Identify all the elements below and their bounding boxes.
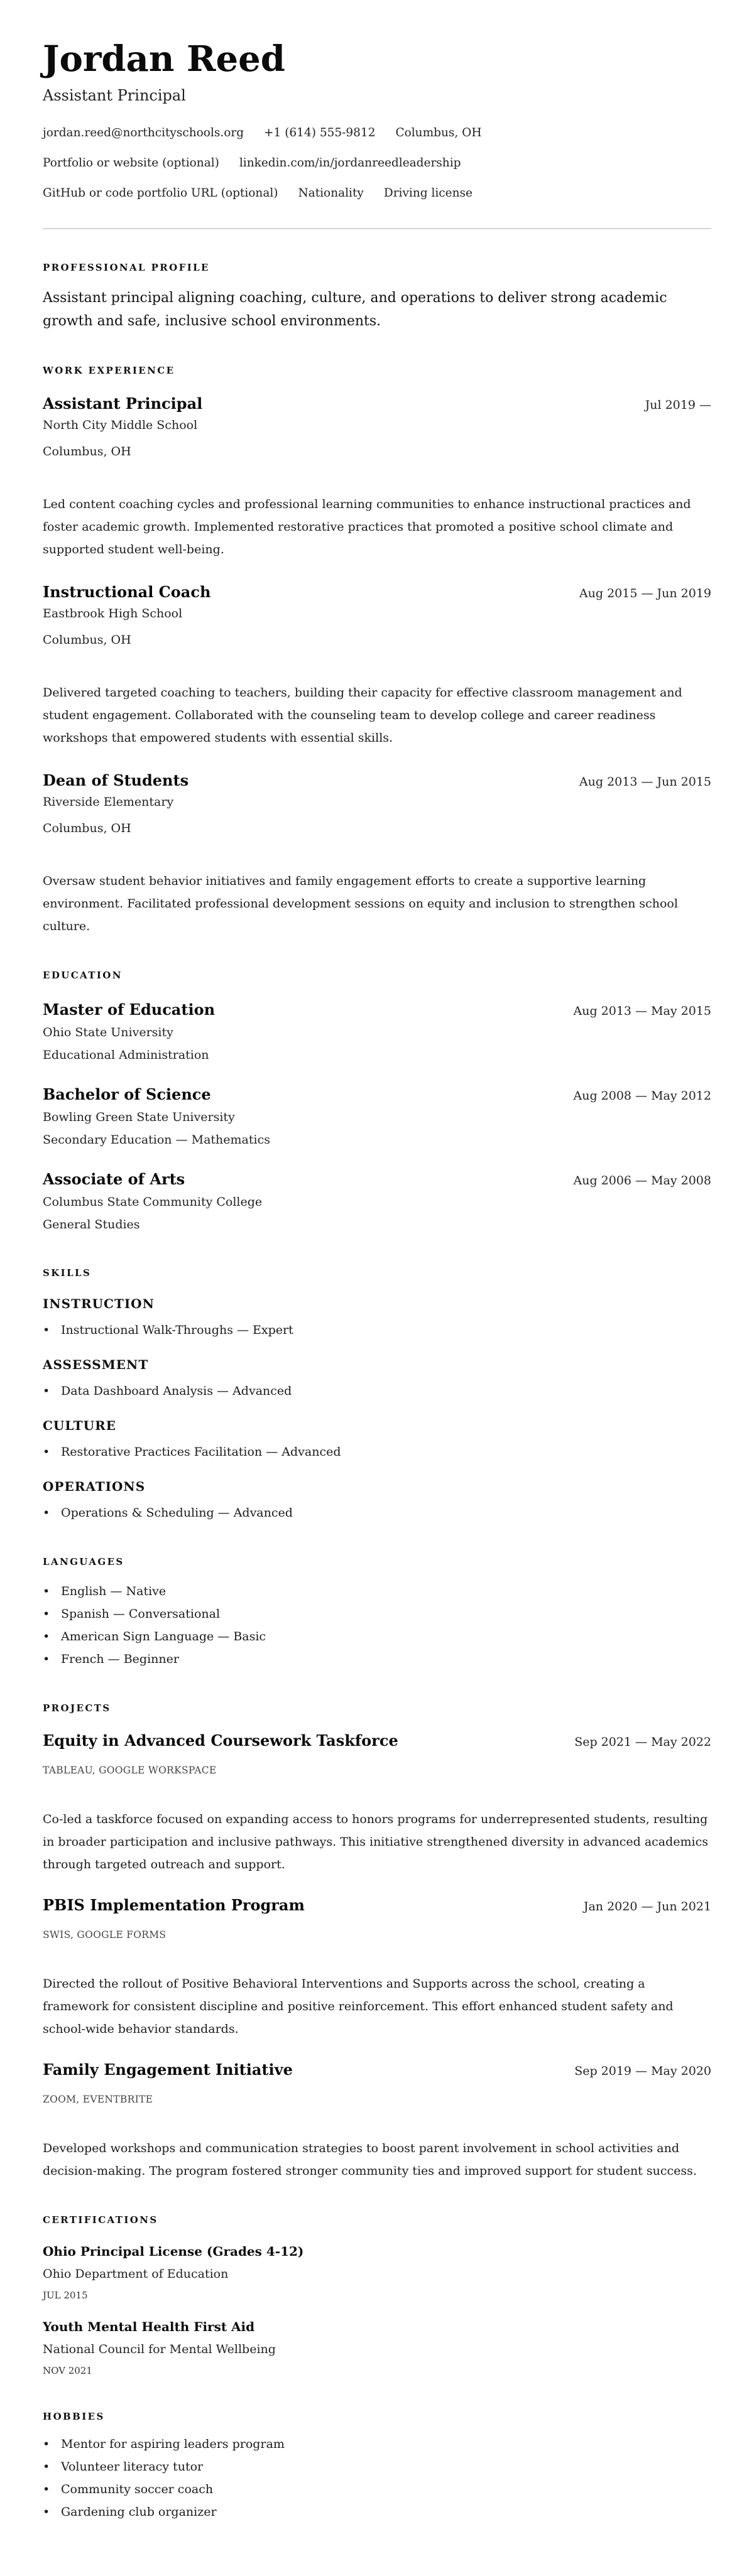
- education-header: [43, 1085, 711, 1105]
- skill-item: • Restorative Practices Facilitation — Advanced: [43, 1441, 711, 1463]
- section-heading: LANGUAGES: [43, 1556, 124, 1567]
- school-name: Columbus State Community College: [43, 1195, 263, 1209]
- projects-section: [43, 1702, 711, 2182]
- hobby-item: • Volunteer literacy tutor: [43, 2455, 711, 2478]
- project-title: Family Engagement Initiative: [43, 2060, 293, 2079]
- job-entry: [43, 582, 711, 749]
- education-entry: [43, 1000, 711, 1066]
- contact-info: [43, 118, 711, 208]
- candidate-title: Assistant Principal: [43, 87, 186, 104]
- language-item: • Spanish — Conversational: [43, 1603, 711, 1625]
- resume: [43, 39, 711, 2523]
- language-list: [43, 1580, 711, 1670]
- skill-item: • Instructional Walk-Throughs — Expert: [43, 1319, 711, 1341]
- contact-item: Driving license: [383, 187, 473, 200]
- project-dates: Jan 2020 — Jun 2021: [583, 1900, 711, 1913]
- education-dates: Aug 2013 — May 2015: [573, 1004, 711, 1018]
- contact-item: Columbus, OH: [395, 126, 482, 139]
- certification-entry: [43, 2242, 711, 2303]
- project-description: Developed workshops and communication strategies to boost parent involvement in school activities and decision-making. The program fostered stronger community ties and improved support for student success.: [43, 2141, 697, 2178]
- section-heading: CERTIFICATIONS: [43, 2214, 158, 2226]
- education-entry: [43, 1170, 711, 1235]
- project-dates: Sep 2021 — May 2022: [574, 1735, 711, 1749]
- skill-group: [43, 1294, 711, 1341]
- job-header: [43, 394, 711, 414]
- education-section: [43, 969, 711, 1235]
- job-description: Led content coaching cycles and professional learning communities to enhance instructional practices and foster academic growth. Implemented restorative practices that promoted a positive school climate and supported student well-being.: [43, 497, 691, 556]
- hobbies-section: [43, 2410, 711, 2523]
- contact-row: [43, 118, 711, 148]
- skill-item: • Data Dashboard Analysis — Advanced: [43, 1380, 711, 1402]
- project-header: [43, 1731, 711, 1751]
- skill-group-title: OPERATIONS: [43, 1479, 146, 1494]
- certification-date: JUL 2015: [43, 2290, 88, 2301]
- education-header: [43, 1000, 711, 1020]
- certification-entry: [43, 2317, 711, 2379]
- education-dates: Aug 2006 — May 2008: [573, 1174, 711, 1188]
- resume-header: [43, 39, 711, 229]
- hobby-item: • Community soccer coach: [43, 2478, 711, 2501]
- field-of-study: Secondary Education — Mathematics: [43, 1133, 270, 1147]
- field-of-study: Educational Administration: [43, 1048, 209, 1062]
- degree: Associate of Arts: [43, 1170, 185, 1188]
- job-dates: Aug 2013 — Jun 2015: [579, 775, 711, 789]
- hobby-item: • Gardening club organizer: [43, 2501, 711, 2523]
- certification-name: Ohio Principal License (Grades 4-12): [43, 2244, 304, 2259]
- job-company: Eastbrook High School: [43, 607, 183, 620]
- certification-date: NOV 2021: [43, 2365, 92, 2376]
- candidate-name: Jordan Reed: [43, 38, 285, 80]
- hobby-list: [43, 2433, 711, 2523]
- job-entry: [43, 771, 711, 938]
- language-item: • American Sign Language — Basic: [43, 1625, 711, 1648]
- skill-list: [43, 1441, 711, 1463]
- job-company: Riverside Elementary: [43, 795, 174, 809]
- job-header: [43, 582, 711, 603]
- education-header: [43, 1170, 711, 1190]
- section-heading: PROFESSIONAL PROFILE: [43, 262, 210, 273]
- hobby-item: • Mentor for aspiring leaders program: [43, 2433, 711, 2455]
- skill-list: [43, 1319, 711, 1341]
- header-divider: [43, 228, 711, 229]
- language-item: • French — Beginner: [43, 1648, 711, 1670]
- skill-group-title: ASSESSMENT: [43, 1357, 149, 1372]
- job-title: Dean of Students: [43, 771, 189, 789]
- job-title: Assistant Principal: [43, 394, 203, 413]
- contact-item: linkedin.com/in/jordanreedleadership: [239, 156, 461, 170]
- job-dates: Jul 2019 —: [645, 398, 711, 412]
- contact-row: [43, 148, 711, 178]
- work-experience-section: [43, 364, 711, 938]
- certification-issuer: National Council for Mental Wellbeing: [43, 2342, 276, 2356]
- education-dates: Aug 2008 — May 2012: [573, 1089, 711, 1103]
- project-description: Directed the rollout of Positive Behavioral Interventions and Supports across the school, creating a framework for consistent discipline and positive reinforcement. This effort enhanced student safety and school-wide behavior standards.: [43, 1977, 674, 2036]
- job-entry: [43, 394, 711, 561]
- skill-group-title: CULTURE: [43, 1418, 116, 1433]
- section-heading: EDUCATION: [43, 970, 123, 981]
- contact-row: [43, 178, 711, 208]
- profile-section: [43, 261, 711, 333]
- project-description: Co-led a taskforce focused on expanding access to honors programs for underrepresented students, resulting in broader participation and inclusive pathways. This initiative strengthened diversity in advanced academics through targeted outreach and support.: [43, 1812, 709, 1871]
- skill-group-title: INSTRUCTION: [43, 1296, 155, 1311]
- certification-issuer: Ohio Department of Education: [43, 2267, 229, 2281]
- contact-item: Nationality: [298, 187, 364, 200]
- job-description: Oversaw student behavior initiatives and family engagement efforts to create a supportive learning environment. Facilitated professional development sessions on equity and inclusion to strengthen school culture.: [43, 874, 678, 933]
- project-entry: [43, 1896, 711, 2040]
- skill-item: • Operations & Scheduling — Advanced: [43, 1502, 711, 1524]
- contact-item: Portfolio or website (optional): [43, 156, 219, 170]
- job-header: [43, 771, 711, 791]
- profile-summary: Assistant principal aligning coaching, culture, and operations to deliver strong academic growth and safe, inclusive school environments.: [43, 290, 667, 329]
- certifications-section: [43, 2214, 711, 2379]
- section-heading: SKILLS: [43, 1267, 92, 1279]
- contact-item: +1 (614) 555-9812: [264, 126, 376, 139]
- job-company: North City Middle School: [43, 418, 198, 432]
- job-location: Columbus, OH: [43, 445, 131, 458]
- degree: Bachelor of Science: [43, 1085, 211, 1103]
- section-heading: HOBBIES: [43, 2411, 105, 2422]
- job-location: Columbus, OH: [43, 821, 131, 835]
- skills-section: [43, 1267, 711, 1524]
- contact-item: GitHub or code portfolio URL (optional): [43, 187, 278, 200]
- job-dates: Aug 2015 — Jun 2019: [579, 587, 711, 600]
- job-description: Delivered targeted coaching to teachers, building their capacity for effective classroom management and student engagement. Collaborated with the counseling team to develop college and career readiness workshops that empowered students with essential skills.: [43, 686, 682, 745]
- skill-group: [43, 1416, 711, 1463]
- skill-list: [43, 1380, 711, 1402]
- skill-group: [43, 1477, 711, 1524]
- school-name: Ohio State University: [43, 1026, 173, 1039]
- section-heading: WORK EXPERIENCE: [43, 365, 175, 376]
- skill-group: [43, 1355, 711, 1402]
- skill-list: [43, 1502, 711, 1524]
- languages-section: [43, 1556, 711, 1670]
- section-heading: PROJECTS: [43, 1702, 111, 1714]
- project-title: Equity in Advanced Coursework Taskforce: [43, 1731, 398, 1750]
- field-of-study: General Studies: [43, 1218, 140, 1231]
- project-entry: [43, 2060, 711, 2182]
- job-title: Instructional Coach: [43, 583, 211, 601]
- project-technologies: ZOOM, EVENTBRITE: [43, 2094, 153, 2105]
- project-technologies: SWIS, GOOGLE FORMS: [43, 1929, 167, 1940]
- project-technologies: TABLEAU, GOOGLE WORKSPACE: [43, 1765, 217, 1776]
- contact-item: jordan.reed@northcityschools.org: [43, 126, 244, 139]
- degree: Master of Education: [43, 1000, 216, 1019]
- project-title: PBIS Implementation Program: [43, 1896, 305, 1914]
- project-header: [43, 1896, 711, 1916]
- job-location: Columbus, OH: [43, 633, 131, 647]
- project-header: [43, 2060, 711, 2081]
- language-item: • English — Native: [43, 1580, 711, 1603]
- education-entry: [43, 1085, 711, 1150]
- project-dates: Sep 2019 — May 2020: [574, 2064, 711, 2078]
- school-name: Bowling Green State University: [43, 1110, 235, 1124]
- project-entry: [43, 1731, 711, 1876]
- certification-name: Youth Mental Health First Aid: [43, 2319, 255, 2334]
